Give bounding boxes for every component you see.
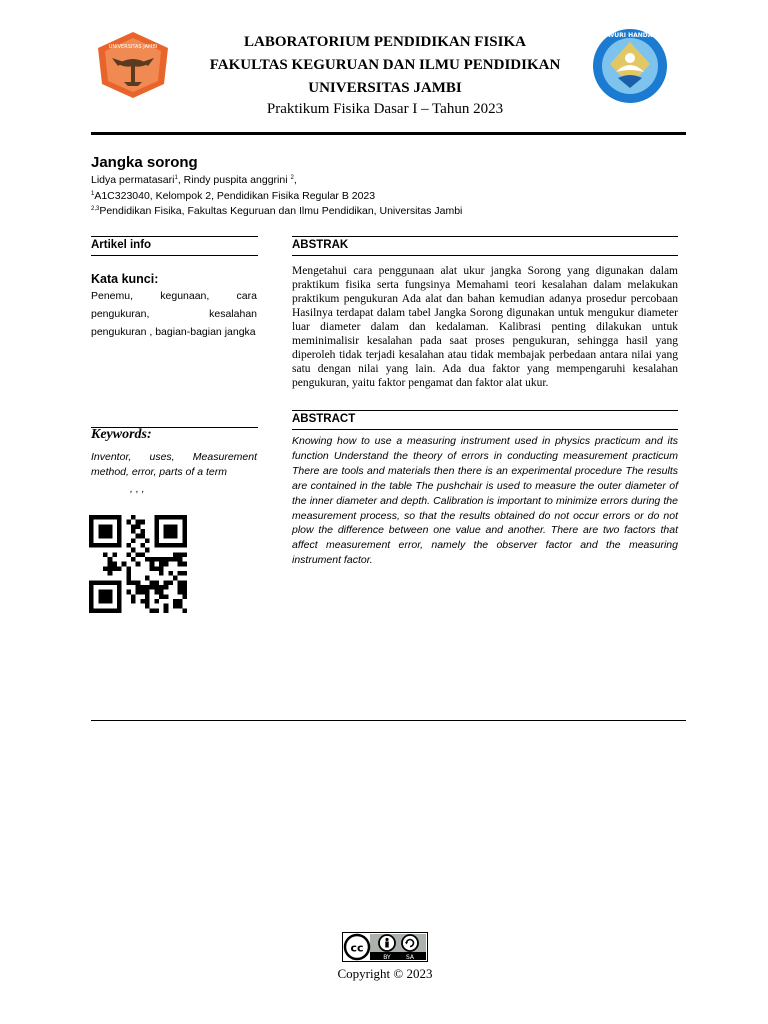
header-university: UNIVERSITAS JAMBI bbox=[308, 80, 462, 96]
creative-commons-by-sa-icon bbox=[342, 932, 428, 962]
header-lab-name: LABORATORIUM PENDIDIKAN FISIKA bbox=[244, 34, 526, 50]
copyright-text: Copyright © 2023 bbox=[337, 966, 433, 981]
kata-kunci-list: Penemu, kegunaan, cara pengukuran, kesalahan pengukuran , bagian-bagian jangka bbox=[91, 290, 257, 338]
info-top-rule bbox=[91, 236, 258, 237]
article-title: Jangka sorong bbox=[91, 154, 198, 171]
header-faculty: FAKULTAS KEGURUAN DAN ILMU PENDIDIKAN bbox=[209, 57, 561, 73]
content-bottom-rule bbox=[91, 720, 686, 721]
abstract-top-rule bbox=[292, 410, 678, 411]
logo-left-text: UNIVERSITAS JAMBI bbox=[108, 44, 158, 50]
abstrak-top-rule bbox=[292, 236, 678, 237]
abstrak-text: Mengetahui cara penggunaan alat ukur jangka Sorong yang digunakan dalam praktikum fisika serta fungsinya Memahami teori kesalahan dalam melakukan praktikum pengukuran Ada alat dan bahan kemudian adanya prosedur percobaan Hasilnya terdapat dalam tabel Jangka Sorong digunakan untuk mengukur diameter luar diameter dalam dan kedalaman. Kalibrasi penting dilakukan untuk meminimalisir kesalahan pada saat proses pengukuran, sehingga hasil yang diperoleh tidak terjadi kesalahan atau tidak membajak perbedaan antara nilai yang satu dengan nilai yang lain. Ada dua faktor yang mempengaruhi kesalahan pengukuran, yaitu faktor pengamat dan faktor alat ukur. bbox=[292, 265, 678, 389]
abstrak-bottom-rule bbox=[292, 255, 678, 256]
svg-text:cc: cc bbox=[350, 941, 364, 955]
license-by-label: BY bbox=[383, 954, 391, 961]
header-subtitle: Praktikum Fisika Dasar I – Tahun 2023 bbox=[266, 101, 504, 117]
qr-code-icon bbox=[87, 515, 189, 613]
tut-wuri-handayani-logo-icon bbox=[592, 28, 668, 104]
kata-kunci-heading: Kata kunci: bbox=[91, 272, 159, 286]
keywords-tail: , , , bbox=[130, 483, 145, 495]
abstract-bottom-rule bbox=[292, 429, 678, 430]
info-bottom-rule bbox=[91, 255, 258, 256]
keywords-list: Inventor, uses, Measurement method, error, parts of a term bbox=[91, 451, 257, 478]
article-affiliation-2: $^{2,3}$Pendidikan Fisika, Fakultas Keguruan dan Ilmu Pendidikan, Universitas Jambi bbox=[91, 205, 463, 217]
keywords-heading: Keywords: bbox=[91, 427, 152, 442]
abstract-text: Knowing how to use a measuring instrument used in physics practicum and its function Understand the theory of errors in conducting measurement practicum There are tools and materials then there is an experimental procedure The results are contained in the table The pushchair is used to measure the outer diameter of the inner diameter and depth. Calibration is important to minimize errors during the measurement process, so that the results obtained do not occur errors or do not plow the difference between one value and another. There are two factors that affect measurement error, namely the observer factor and the measuring instrument factor. bbox=[292, 435, 678, 567]
license-sa-label: SA bbox=[405, 954, 415, 961]
abstrak-heading: ABSTRAK bbox=[292, 239, 349, 251]
header-divider bbox=[91, 132, 686, 135]
university-logo-icon bbox=[94, 30, 172, 100]
abstract-heading: ABSTRACT bbox=[292, 413, 356, 425]
article-authors: Lidya permatasari$^1$, Rindy puspita anggrini $^2$, bbox=[91, 174, 297, 186]
article-affiliation-1: $^1$A1C323040, Kelompok 2, Pendidikan Fisika Regular B 2023 bbox=[91, 190, 376, 202]
artikel-info-heading: Artikel info bbox=[91, 239, 152, 251]
logo-right-text: TUT WURI HANDAYANI bbox=[592, 32, 668, 39]
